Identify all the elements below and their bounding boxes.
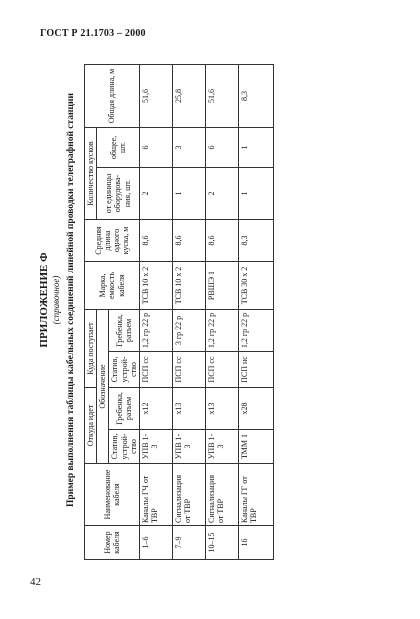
cell-no: 7–9 [172,526,205,560]
col-to: Куда поступает [85,310,97,388]
cell-to-rack: ПСП сс [205,352,238,388]
cell-to-comb: 1,2 гр 22 р [205,310,238,352]
col-to-comb: Гребенка, разъем [109,310,140,352]
cell-length: 25,8 [172,64,205,127]
col-designation: Обозначение [97,310,109,464]
document-header: ГОСТ Р 21.1703 – 2000 [40,28,146,39]
col-to-rack: Статив, устрой-ство [109,352,140,388]
cell-from-rack: УПВ 1-3 [172,430,205,464]
col-from-rack: Статив, устрой-ство [109,430,140,464]
cell-total: 6 [139,127,172,167]
table-caption: Пример выполнения таблицы кабельных соединений линейной проводки телеграфной станции [66,93,76,507]
page-number: 42 [30,576,41,588]
col-from-comb: Гребенка, разъем [109,388,140,430]
appendix-title: ПРИЛОЖЕНИЕ Ф [38,252,50,348]
cell-to-rack: ПСП сс [172,352,205,388]
col-total-length: Общая длина, м [85,64,140,127]
cell-name: Каналы ГГ от ТВР [238,464,273,526]
cell-avg: 8,6 [205,220,238,262]
rotated-appendix [38,40,418,560]
cell-to-comb: 3 гр 22 р [172,310,205,352]
table-row [172,64,205,559]
cell-from-comb: х13 [172,388,205,430]
cell-avg: 8,6 [172,220,205,262]
col-count-unit: от единицы оборудова-ния, шт. [97,168,140,220]
cell-name: Каналы ГЧ от ТВР [139,464,172,526]
cell-to-rack: ПСП сс [139,352,172,388]
col-cable-no: Номер кабеля [85,526,140,560]
cell-no: 16 [238,526,273,560]
cell-brand: ТСВ 30 х 2 [238,262,273,310]
cell-length: 51,6 [205,64,238,127]
cell-name: Сигнализация от ТВР [205,464,238,526]
cell-total: 1 [238,127,273,167]
cell-to-rack: ПСП нс [238,352,273,388]
cell-to-comb: 1,2 гр 22 р [139,310,172,352]
col-avg-length: Средняя длина одного куска, м [85,220,140,262]
table-row [139,64,172,559]
cable-table [84,64,274,560]
col-count: Количество кусков [85,127,97,219]
cell-from-comb: х28 [238,388,273,430]
cell-total: 3 [172,127,205,167]
cell-from-rack: УПВ 1-3 [139,430,172,464]
cell-brand: ТСВ 10 х 2 [172,262,205,310]
cell-brand: РВШЭ 1 [205,262,238,310]
cell-avg: 8,6 [139,220,172,262]
cell-name: Сигнализация от ТВР [172,464,205,526]
table-row [205,64,238,559]
cell-unit: 1 [238,168,273,220]
col-from: Откуда идет [85,388,97,464]
cell-brand: ТСВ 10 х 2 [139,262,172,310]
cell-to-comb: 1,2 гр 22 р [238,310,273,352]
cell-no: 1–6 [139,526,172,560]
cell-from-rack: УПВ 1-3 [205,430,238,464]
cell-unit: 2 [139,168,172,220]
cell-from-comb: х13 [205,388,238,430]
cell-length: 51,6 [139,64,172,127]
cell-total: 6 [205,127,238,167]
cell-unit: 2 [205,168,238,220]
cell-avg: 8,3 [238,220,273,262]
cell-no: 10–15 [205,526,238,560]
col-count-total: общее, шт. [97,127,140,167]
cell-unit: 1 [172,168,205,220]
appendix-subtitle: (справочное) [51,275,61,325]
cell-from-comb: х12 [139,388,172,430]
cell-length: 8,3 [238,64,273,127]
cell-from-rack: ТММ 1 [238,430,273,464]
col-name: Наименование кабеля [85,464,140,526]
col-brand: Марка, емкость кабеля [85,262,140,310]
table-row [238,64,273,559]
